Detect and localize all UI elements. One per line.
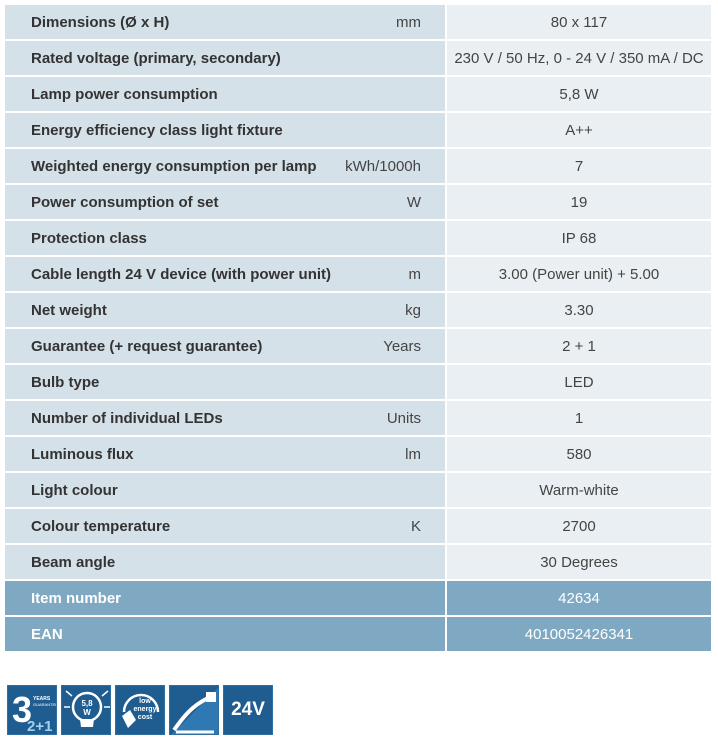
spec-unit: m [408, 265, 421, 283]
spec-label-cell [5, 329, 447, 365]
spec-value: 5,8 W [447, 77, 711, 113]
spec-label: Luminous flux [31, 445, 134, 463]
spec-label-cell [5, 221, 447, 257]
id-value: 42634 [447, 581, 711, 617]
spec-value: 230 V / 50 Hz, 0 - 24 V / 350 mA / DC [447, 41, 711, 77]
spec-label: Protection class [31, 229, 147, 247]
spec-row-colour-temperature [5, 509, 711, 545]
spec-label: Beam angle [31, 553, 116, 571]
cable-badge [169, 685, 219, 735]
spec-value: 80 x 117 [447, 5, 711, 41]
id-row-ean [5, 617, 711, 653]
id-row-item-number [5, 581, 711, 617]
spec-label: Weighted energy consumption per lamp [31, 157, 317, 175]
spec-label: Net weight [31, 301, 107, 319]
feature-badges [7, 685, 273, 735]
energy-badge [115, 685, 165, 735]
spec-label-cell [5, 185, 447, 221]
spec-row-protection-class [5, 221, 711, 257]
spec-label: Bulb type [31, 373, 100, 391]
spec-row-power-consumption-of-set [5, 185, 711, 221]
id-label: Item number [5, 581, 447, 617]
spec-unit: W [406, 193, 421, 211]
spec-label-cell [5, 437, 447, 473]
spec-value: 1 [447, 401, 711, 437]
spec-row-luminous-flux [5, 437, 711, 473]
guarantee-badge [7, 685, 57, 735]
spec-value: 580 [447, 437, 711, 473]
spec-row-cable-length-24-v-device-with-power-unit [5, 257, 711, 293]
watt-badge [61, 685, 111, 735]
spec-label-cell [5, 5, 447, 41]
spec-label: Number of individual LEDs [31, 409, 223, 427]
spec-value: 2 + 1 [447, 329, 711, 365]
spec-row-lamp-power-consumption [5, 77, 711, 113]
spec-label-cell [5, 545, 447, 581]
svg-text:energy: energy [133, 706, 157, 713]
svg-text:W: W [83, 708, 91, 717]
svg-text:GUARANTEE: GUARANTEE [33, 702, 58, 707]
spec-value: 3.30 [447, 293, 711, 329]
voltage-badge-label: 24V [231, 699, 265, 720]
spec-row-guarantee-request-guarantee [5, 329, 711, 365]
spec-label: Guarantee (+ request guarantee) [31, 337, 263, 355]
spec-value: 2700 [447, 509, 711, 545]
spec-unit: kg [405, 301, 421, 319]
svg-text:5,8: 5,8 [81, 699, 93, 708]
spec-value: LED [447, 365, 711, 401]
spec-unit: mm [396, 13, 421, 31]
spec-table-body [5, 5, 711, 653]
spec-value: A++ [447, 113, 711, 149]
spec-row-net-weight [5, 293, 711, 329]
svg-text:YEARS: YEARS [33, 696, 51, 702]
svg-text:cost: cost [137, 714, 153, 721]
spec-label-cell [5, 509, 447, 545]
spec-unit: lm [405, 445, 421, 463]
spec-label-cell [5, 293, 447, 329]
spec-label: Lamp power consumption [31, 85, 218, 103]
spec-label-cell [5, 257, 447, 293]
spec-row-bulb-type [5, 365, 711, 401]
spec-label-cell [5, 401, 447, 437]
id-value: 4010052426341 [447, 617, 711, 653]
bulb-watt-icon [62, 686, 111, 735]
guarantee-badge-icon [8, 686, 57, 735]
spec-row-rated-voltage-primary-secondary [5, 41, 711, 77]
cable-icon [170, 686, 219, 735]
spec-label: Dimensions (Ø x H) [31, 13, 170, 31]
spec-label-cell [5, 473, 447, 509]
spec-label: Light colour [31, 481, 118, 499]
spec-label: Colour temperature [31, 517, 171, 535]
spec-unit: Units [386, 409, 421, 427]
spec-unit: K [410, 517, 421, 535]
spec-value: IP 68 [447, 221, 711, 257]
spec-value: 19 [447, 185, 711, 221]
spec-row-weighted-energy-consumption-per-lamp [5, 149, 711, 185]
spec-label: Cable length 24 V device (with power unit) [31, 265, 332, 283]
spec-unit: kWh/1000h [345, 157, 421, 175]
spec-label: Rated voltage (primary, secondary) [31, 49, 281, 67]
spec-value: 7 [447, 149, 711, 185]
svg-text:2+1: 2+1 [27, 718, 53, 735]
spec-label: Power consumption of set [31, 193, 219, 211]
spec-label-cell [5, 77, 447, 113]
spec-unit: Years [383, 337, 421, 355]
spec-value: 30 Degrees [447, 545, 711, 581]
spec-label-cell [5, 41, 447, 77]
low-energy-icon [116, 686, 165, 735]
spec-row-beam-angle [5, 545, 711, 581]
spec-value: 3.00 (Power unit) + 5.00 [447, 257, 711, 293]
spec-label-cell [5, 149, 447, 185]
spec-label-cell [5, 365, 447, 401]
spec-value: Warm-white [447, 473, 711, 509]
spec-label-cell [5, 113, 447, 149]
spec-row-dimensions-x-h [5, 5, 711, 41]
spec-row-energy-efficiency-class-light-fixture [5, 113, 711, 149]
voltage-badge [223, 685, 273, 735]
spec-label: Energy efficiency class light fixture [31, 121, 283, 139]
spec-row-light-colour [5, 473, 711, 509]
spec-row-number-of-individual-leds [5, 401, 711, 437]
id-label: EAN [5, 617, 447, 653]
svg-text:3: 3 [12, 689, 33, 730]
spec-table [5, 5, 711, 653]
svg-text:low: low [139, 698, 151, 705]
